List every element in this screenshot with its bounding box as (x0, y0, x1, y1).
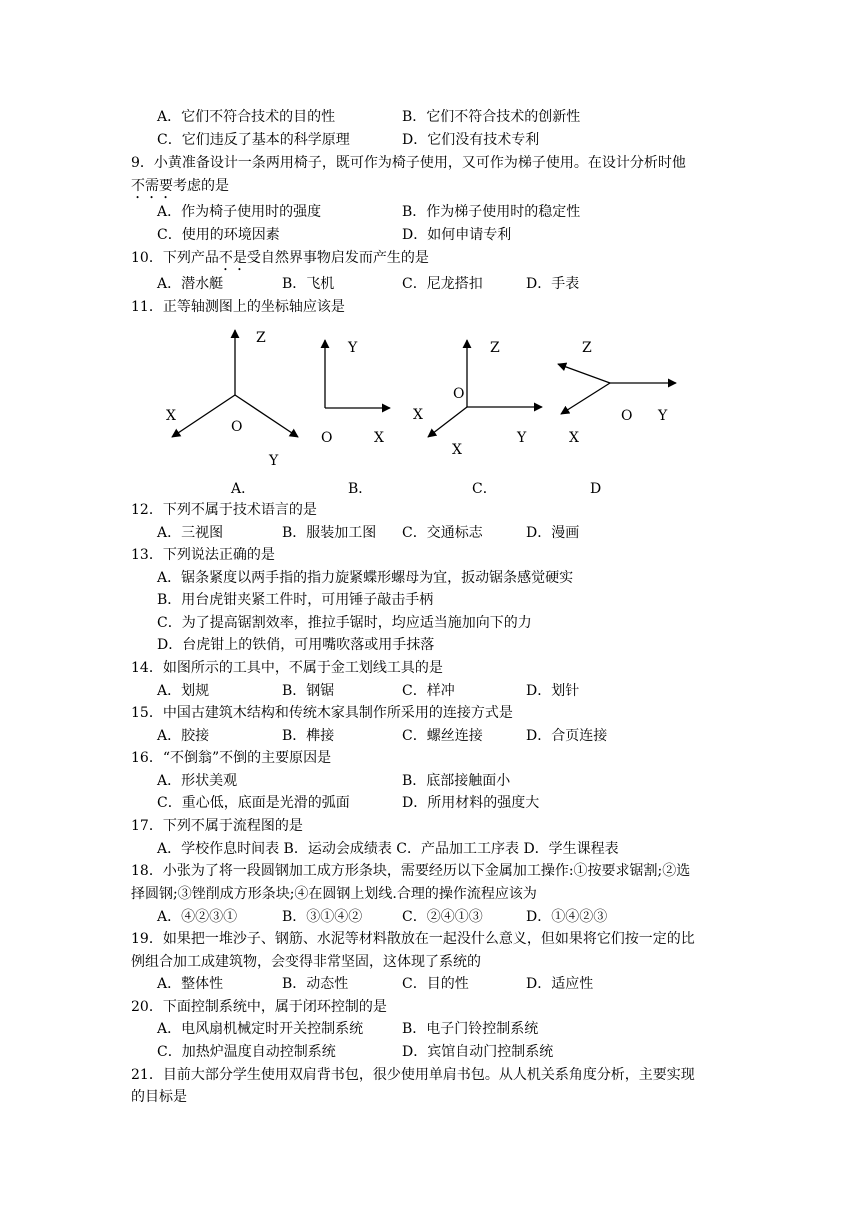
q13-option-b: B．用台虎钳夹紧工件时，可用锤子敲击手柄 (157, 592, 434, 608)
q10-option-a: A．潜水艇 (157, 276, 224, 292)
diagram-a-x-label: X (166, 408, 176, 424)
q12-option-c: C．交通标志 (402, 525, 483, 541)
q9-stem-line2 (131, 176, 229, 202)
q18-option-a: A．④②③① (157, 909, 238, 925)
q18-option-c: C．②④①③ (402, 909, 483, 925)
q10-emphasis: 不是 (218, 250, 247, 266)
diagram-d-x-axis (561, 383, 610, 414)
diagram-a-x-axis (172, 395, 235, 437)
q15-option-c: C．螺丝连接 (402, 728, 483, 744)
diagram-a-option-label: A． (231, 481, 256, 497)
q14-option-d: D．划针 (526, 683, 580, 699)
q10-option-d: D．手表 (526, 276, 580, 292)
diagram-d-x-label: X (569, 430, 579, 446)
q11-stem: 11．正等轴测图上的坐标轴应该是 (131, 299, 345, 315)
q16-option-b: B．底部接触面小 (402, 773, 511, 789)
q10-stem (131, 248, 429, 274)
diagram-d-o-label: O (621, 408, 633, 424)
q13-option-c: C．为了提高锯割效率，推拉手锯时，均应适当施加向下的力 (157, 615, 532, 631)
q8-option-c: C．它们违反了基本的科学原理 (157, 132, 350, 148)
diagram-b (321, 340, 390, 497)
q15-option-b: B．榫接 (282, 728, 335, 744)
q9-option-c: C．使用的环境因素 (157, 227, 280, 243)
q9-option-b: B．作为梯子使用时的稳定性 (402, 204, 581, 220)
q19-option-d: D．适应性 (526, 976, 594, 992)
diagram-a-o-label: O (231, 419, 243, 435)
diagram-d-y-label: Y (658, 408, 668, 424)
q15-option-a: A．胶接 (157, 728, 210, 744)
q12-option-a: A．三视图 (157, 525, 224, 541)
diagram-d (558, 340, 676, 497)
q19-option-b: B．动态性 (282, 976, 349, 992)
q20-option-c: C．加热炉温度自动控制系统 (157, 1044, 336, 1060)
q9-stem-rest: 考虑的是 (173, 178, 229, 194)
q20-stem: 20．下面控制系统中，属于闭环控制的是 (131, 999, 387, 1015)
q17-options: A．学校作息时间表 B．运动会成绩表 C．产品加工工序表 D．学生课程表 (157, 841, 619, 857)
q10-stem-b: 受自然界事物启发而产生的是 (246, 250, 429, 266)
diagram-c-x1-label: X (413, 407, 423, 423)
q19-option-c: C．目的性 (402, 976, 469, 992)
diagram-b-y-label: Y (348, 340, 358, 356)
diagram-a-y-label: Y (269, 453, 279, 469)
q14-stem: 14．如图所示的工具中，不属于金工划线工具的是 (131, 660, 443, 676)
q8-option-a: A．它们不符合技术的目的性 (157, 109, 336, 125)
q14-option-c: C．样冲 (402, 683, 455, 699)
diagram-c-x-axis (428, 407, 467, 437)
q16-option-d: D．所用材料的强度大 (402, 795, 540, 811)
q9-emphasis: 不需要 (131, 178, 173, 194)
q17-stem: 17．下列不属于流程图的是 (131, 818, 303, 834)
q15-stem: 15．中国古建筑木结构和传统木家具制作所采用的连接方式是 (131, 705, 513, 721)
q9-option-a: A．作为椅子使用时的强度 (157, 204, 322, 220)
diagram-b-option-label: B． (348, 481, 373, 497)
diagram-c-y-label: Y (517, 430, 527, 446)
q11-axis-diagrams (0, 320, 860, 520)
q18-option-b: B．③①④② (282, 909, 363, 925)
diagram-c-option-label: C． (472, 481, 497, 497)
q12-option-b: B．服装加工图 (282, 525, 377, 541)
q19-option-a: A．整体性 (157, 976, 224, 992)
q10-stem-a: 10．下列产品 (131, 250, 219, 266)
q14-option-a: A．划规 (157, 683, 210, 699)
q9-option-d: D．如何申请专利 (402, 227, 512, 243)
diagram-b-o-label: O (321, 430, 333, 446)
q10-option-c: C．尼龙搭扣 (402, 276, 483, 292)
q14-option-b: B．钢锯 (282, 683, 335, 699)
diagram-c-z-label: Z (490, 340, 500, 356)
diagram-d-option-label: D (590, 481, 602, 497)
diagram-d-z-label: Z (582, 340, 592, 356)
diagram-a-z-label: Z (256, 330, 266, 346)
q20-option-b: B．电子门铃控制系统 (402, 1021, 539, 1037)
diagram-c (413, 340, 542, 497)
q10-option-b: B．飞机 (282, 276, 335, 292)
q12-option-d: D．漫画 (526, 525, 580, 541)
q13-option-a: A．锯条紧度以两手指的指力旋紧蝶形螺母为宜，扳动锯条感觉硬实 (157, 570, 574, 586)
diagram-a (166, 330, 298, 497)
diagram-b-x-label: X (374, 430, 384, 446)
diagram-a-y-axis (235, 395, 298, 437)
q9-stem-line1: 9．小黄准备设计一条两用椅子，既可作为椅子使用，又可作为梯子使用。在设计分析时他 (131, 155, 686, 171)
q19-stem-line2: 例组合加工成建筑物，会变得非常坚固，这体现了系统的 (131, 954, 481, 970)
q12-stem: 12．下列不属于技术语言的是 (131, 502, 317, 518)
q8-option-b: B．它们不符合技术的创新性 (402, 109, 581, 125)
q15-option-d: D．合页连接 (526, 728, 608, 744)
q16-option-a: A．形状美观 (157, 773, 238, 789)
q13-option-d: D．台虎钳上的铁俏，可用嘴吹落或用手抹落 (157, 637, 435, 653)
q16-option-c: C．重心低，底面是光滑的弧面 (157, 795, 350, 811)
q13-stem: 13．下列说法正确的是 (131, 547, 275, 563)
q8-option-d: D．它们没有技术专利 (402, 132, 540, 148)
q20-option-d: D．宾馆自动门控制系统 (402, 1044, 554, 1060)
q18-stem-line1: 18．小张为了将一段圆钢加工成方形条块，需要经历以下金属加工操作:①按要求锯割;②选 (131, 863, 691, 879)
q19-stem-line1: 19．如果把一堆沙子、钢筋、水泥等材料散放在一起没什么意义，但如果将它们按一定的比 (131, 931, 695, 947)
q21-stem-line2: 的目标是 (131, 1089, 187, 1105)
diagram-c-x2-label: X (452, 442, 462, 458)
q21-stem-line1: 21．目前大部分学生使用双肩背书包，很少使用单肩书包。从人机关系角度分析，主要实现 (131, 1067, 695, 1083)
q18-option-d: D．①④②③ (526, 909, 608, 925)
q18-stem-line2: 择圆钢;③锉削成方形条块;④在圆钢上划线.合理的操作流程应该为 (131, 886, 537, 902)
q20-option-a: A．电风扇机械定时开关控制系统 (157, 1021, 364, 1037)
diagram-c-o-label: O (453, 386, 465, 402)
diagram-d-z-axis (558, 364, 610, 383)
q16-stem: 16．“不倒翁”不倒的主要原因是 (131, 750, 332, 766)
